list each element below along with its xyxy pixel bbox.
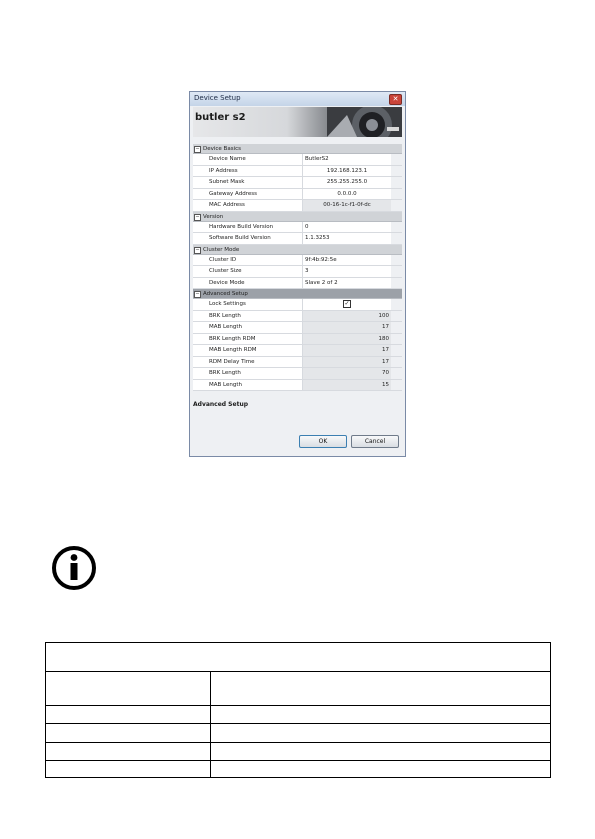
table-row-divider [46,742,550,743]
property-row[interactable] [193,266,402,278]
property-row[interactable] [193,222,402,234]
property-row[interactable] [193,154,402,166]
table-column-divider [210,671,211,778]
property-name: Subnet Mask [193,177,303,188]
property-name: RDM Delay Time [193,357,303,368]
property-value: 0 [303,222,391,233]
device-name-heading: butler s2 [195,112,246,123]
property-value: 1.1.3253 [303,233,391,244]
property-value: 9f:4b:92:5e [303,255,391,266]
property-name: Gateway Address [193,189,303,200]
property-name: Hardware Build Version [193,222,303,233]
property-name: IP Address [193,166,303,177]
table-row-divider [46,705,550,706]
section-cluster-mode[interactable] [193,245,402,255]
property-value[interactable]: 15 [303,380,391,391]
property-value[interactable]: 70 [303,368,391,379]
property-value[interactable]: 255.255.255.0 [303,177,391,188]
property-value: Slave 2 of 2 [303,278,391,289]
property-name: MAB Length [193,322,303,333]
property-name: Cluster Size [193,266,303,277]
collapse-toggle-icon[interactable]: − [195,291,200,297]
table-row-divider [46,723,550,724]
property-name: Cluster ID [193,255,303,266]
property-row[interactable] [193,368,402,380]
property-grid [193,144,402,391]
section-version[interactable] [193,212,402,222]
property-name: BRK Length RDM [193,334,303,345]
property-value[interactable]: 17 [303,357,391,368]
property-row[interactable] [193,200,402,212]
table-row-divider [46,671,550,672]
section-label: Cluster Mode [203,246,240,253]
property-row[interactable] [193,345,402,357]
device-setup-dialog [189,91,406,457]
info-icon [51,545,97,591]
property-value[interactable]: 100 [303,311,391,322]
property-value[interactable]: 17 [303,322,391,333]
lock-settings-value[interactable] [303,299,391,310]
section-label: Device Basics [203,146,241,152]
property-value: 00-16-1c-f1-0f-dc [303,200,391,211]
lock-settings-checkbox[interactable]: ✓ [344,299,350,307]
section-label: Advanced Setup [203,291,248,297]
section-device-basics[interactable] [193,144,402,154]
dialog-title: Device Setup [194,94,241,102]
collapse-toggle-icon[interactable]: − [195,146,200,152]
property-value[interactable]: 0.0.0.0 [303,189,391,200]
dialog-title-bar [190,92,405,106]
property-row[interactable] [193,357,402,369]
cancel-button[interactable]: Cancel [351,435,399,448]
section-label: Version [203,213,224,220]
property-row[interactable] [193,233,402,245]
property-row[interactable] [193,189,402,201]
property-name: MAB Length RDM [193,345,303,356]
device-photo-icon [327,107,402,137]
empty-table [45,642,551,778]
property-row[interactable] [193,255,402,267]
property-name: BRK Length [193,311,303,322]
property-name: Device Mode [193,278,303,289]
collapse-toggle-icon[interactable]: − [195,246,200,253]
ok-button[interactable]: OK [299,435,347,448]
property-row[interactable] [193,166,402,178]
property-value[interactable]: ButlerS2 [303,154,391,165]
property-name: Lock Settings [193,299,303,310]
property-row[interactable] [193,380,402,392]
property-row[interactable] [193,278,402,290]
device-banner [193,107,402,137]
property-value[interactable]: 17 [303,345,391,356]
property-row[interactable] [193,299,402,311]
property-value[interactable]: 192.168.123.1 [303,166,391,177]
collapse-toggle-icon[interactable]: − [195,213,200,220]
property-value: 3 [303,266,391,277]
property-name: Software Build Version [193,233,303,244]
section-advanced-setup[interactable] [193,289,402,299]
property-row[interactable] [193,322,402,334]
property-name: Device Name [193,154,303,165]
description-title: Advanced Setup [193,401,249,408]
property-row[interactable] [193,311,402,323]
property-name: BRK Length [193,368,303,379]
property-name: MAC Address [193,200,303,211]
property-name: MAB Length [193,380,303,391]
property-row[interactable] [193,177,402,189]
property-row[interactable] [193,334,402,346]
table-row-divider [46,760,550,761]
close-button[interactable]: ✕ [389,94,402,105]
property-value[interactable]: 180 [303,334,391,345]
